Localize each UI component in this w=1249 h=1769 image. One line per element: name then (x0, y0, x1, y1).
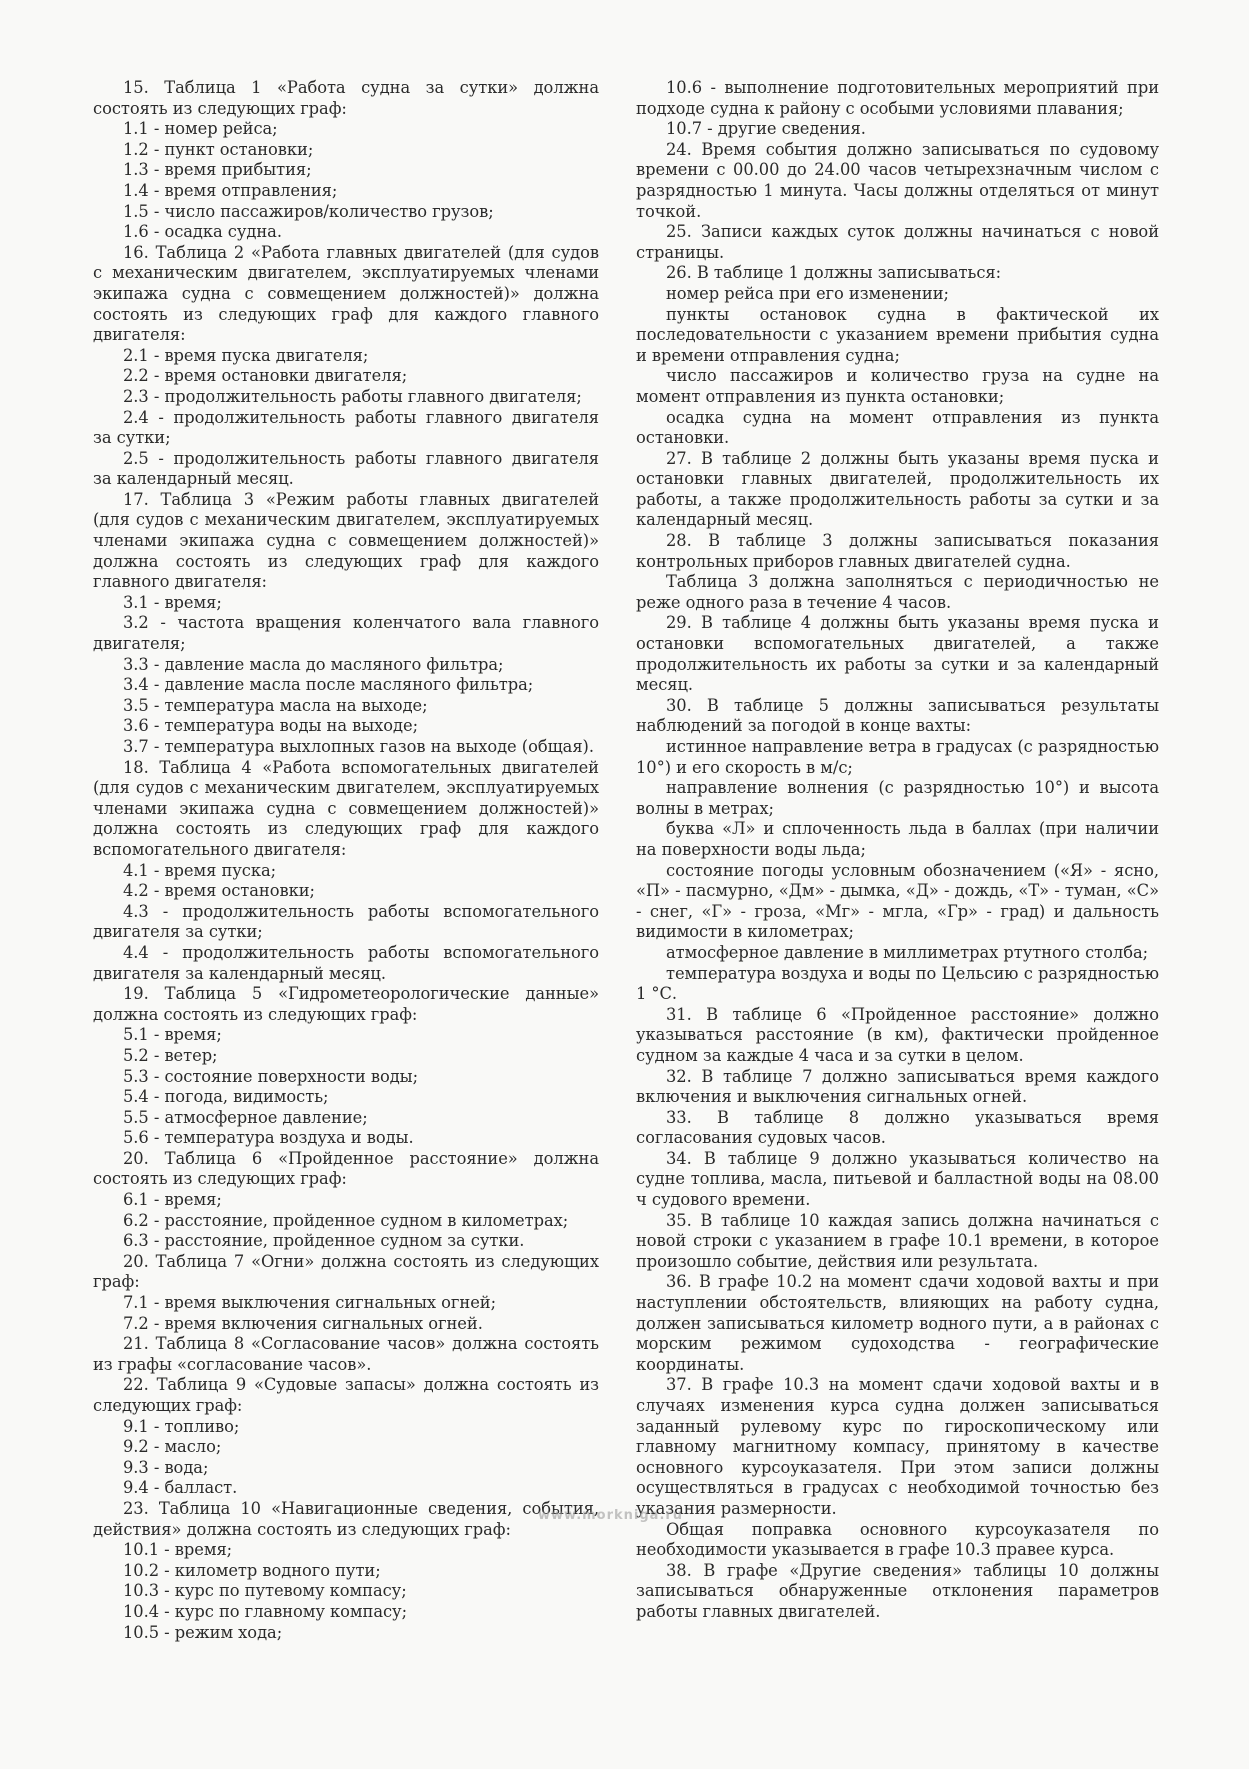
right-paragraph: истинное направление ветра в градусах (с разрядностью 10°) и его скорость в м/с; (636, 737, 1159, 777)
left-paragraph: 4.3 - продолжительность работы вспомогательного двигателя за сутки; (93, 901, 599, 942)
right-paragraph: осадка судна на момент отправления из пункта остановки. (636, 407, 1159, 448)
right-paragraph: 10.7 - другие сведения. (666, 119, 866, 139)
left-paragraph: 20. Таблица 7 «Огни» должна состоять из следующих граф: (93, 1251, 599, 1292)
right-paragraph: 36. В графе 10.2 на момент сдачи ходовой вахты и при наступлении обстоятельств, влияющих на работу судна, должен записываться километр водного пути, а в районах с морским режимом судоходства - географические координаты. (636, 1272, 1159, 1374)
left-paragraph: 1.6 - осадка судна. (123, 222, 282, 242)
right-paragraph: 27. В таблице 2 должны быть указаны время пуска и остановки главных двигателей, продолжительность их работы, а также продолжительность работы за сутки и за календарный месяц. (636, 448, 1159, 530)
right-paragraph: 30. В таблице 5 должны записываться результаты наблюдений за погодой в конце вахты: (636, 695, 1159, 736)
left-paragraph: 1.4 - время отправления; (123, 180, 338, 200)
right-paragraph: 34. В таблице 9 должно указываться количество на судне топлива, масла, питьевой и балластной воды на 08.00 ч судового времени. (636, 1148, 1159, 1210)
right-paragraph: 38. В графе «Другие сведения» таблицы 10 должны записываться обнаруженные отклонения параметров работы главных двигателей. (636, 1560, 1159, 1621)
left-paragraph: 4.4 - продолжительность работы вспомогательного двигателя за календарный месяц. (93, 942, 599, 983)
left-paragraph: 3.6 - температура воды на выходе; (123, 716, 419, 736)
left-paragraph: 17. Таблица 3 «Режим работы главных двигателей (для судов с механическим двигателем, эксплуатируемых членами экипажа судна с совмещением должностей)» должна состоять из следующих граф для каждого главного двигателя: (93, 489, 599, 592)
left-paragraph: 5.1 - время; (123, 1025, 222, 1045)
left-paragraph: 5.2 - ветер; (123, 1045, 218, 1065)
left-paragraph: 2.1 - время пуска двигателя; (123, 345, 369, 365)
left-paragraph: 21. Таблица 8 «Согласование часов» должна состоять из графы «согласование часов». (93, 1334, 599, 1374)
left-paragraph: 5.4 - погода, видимость; (123, 1087, 329, 1107)
left-paragraph: 9.3 - вода; (123, 1457, 209, 1477)
right-paragraph: пункты остановок судна в фактической их последовательности с указанием времени прибытия судна и времени отправления судна; (636, 304, 1159, 365)
left-paragraph: 9.4 - балласт. (123, 1478, 238, 1498)
left-paragraph: 10.3 - курс по путевому компасу; (123, 1581, 407, 1601)
left-paragraph: 2.4 - продолжительность работы главного двигателя за сутки; (93, 407, 599, 448)
right-paragraph: 24. Время события должно записываться по судовому времени с 00.00 до 24.00 часов четырехзначным числом с разрядностью 1 минута. Часы должны отделяться от минут точкой. (636, 139, 1159, 221)
right-paragraph: число пассажиров и количество груза на судне на момент отправления из пункта остановки; (636, 366, 1159, 406)
left-paragraph: 18. Таблица 4 «Работа вспомогательных двигателей (для судов с механическим двигателем, эксплуатируемых членами экипажа судна с совмещением должностей)» должна состоять из следующих граф для каждого вспомогательного двигателя: (93, 757, 599, 859)
right-paragraph: буква «Л» и сплоченность льда в баллах (при наличии на поверхности воды льда; (636, 819, 1159, 859)
left-paragraph: 2.2 - время остановки двигателя; (123, 366, 408, 386)
right-paragraph: 25. Записи каждых суток должны начинаться с новой страницы. (636, 222, 1159, 262)
left-paragraph: 4.1 - время пуска; (123, 860, 277, 880)
right-paragraph: 32. В таблице 7 должно записываться время каждого включения и выключения сигнальных огней. (636, 1066, 1159, 1107)
right-paragraph: 26. В таблице 1 должны записываться: (666, 263, 1002, 283)
left-paragraph: 16. Таблица 2 «Работа главных двигателей (для судов с механическим двигателем, эксплуатируемых членами экипажа судна с совмещением должностей)» должна состоять из следующих граф для каждого главного двигателя: (93, 242, 599, 345)
left-column (93, 78, 599, 1643)
left-paragraph: 2.5 - продолжительность работы главного двигателя за календарный месяц. (93, 448, 599, 489)
watermark: www.morkniga.ru (538, 1508, 684, 1523)
right-paragraph: Таблица 3 должна заполняться с периодичностью не реже одного раза в течение 4 часов. (636, 572, 1159, 612)
left-paragraph: 5.5 - атмосферное давление; (123, 1107, 368, 1127)
left-paragraph: 9.1 - топливо; (123, 1416, 240, 1436)
left-paragraph: 7.1 - время выключения сигнальных огней; (123, 1293, 497, 1313)
left-paragraph: 3.5 - температура масла на выходе; (123, 695, 428, 715)
left-paragraph: 6.3 - расстояние, пройденное судном за сутки. (123, 1231, 525, 1251)
left-paragraph: 3.3 - давление масла до масляного фильтра; (123, 654, 504, 674)
right-paragraph: 37. В графе 10.3 на момент сдачи ходовой вахты и в случаях изменения курса судна должен записываться заданный рулевому курс по гироскопическому или главному магнитному компасу, принятому в качестве основного курсоуказателя. При этом записи должны осуществляться в градусах с необходимой точностью без указания размерности. (636, 1375, 1159, 1518)
left-paragraph: 5.6 - температура воздуха и воды. (123, 1128, 414, 1148)
left-paragraph: 9.2 - масло; (123, 1437, 222, 1457)
right-paragraph: 28. В таблице 3 должны записываться показания контрольных приборов главных двигателей судна. (636, 531, 1159, 571)
right-paragraph: 33. В таблице 8 должно указываться время согласования судовых часов. (636, 1107, 1159, 1148)
left-paragraph: 22. Таблица 9 «Судовые запасы» должна состоять из следующих граф: (93, 1375, 599, 1415)
left-paragraph: 1.5 - число пассажиров/количество грузов; (123, 201, 494, 221)
left-paragraph: 1.1 - номер рейса; (123, 119, 278, 139)
left-paragraph: 7.2 - время включения сигнальных огней. (123, 1313, 483, 1333)
right-paragraph: Общая поправка основного курсоуказателя по необходимости указывается в графе 10.3 правее курса. (636, 1519, 1159, 1560)
right-paragraph: 29. В таблице 4 должны быть указаны время пуска и остановки вспомогательных двигателей, а также продолжительность их работы за сутки и за календарный месяц. (636, 613, 1159, 695)
right-paragraph: 35. В таблице 10 каждая запись должна начинаться с новой строки с указанием в графе 10.1 времени, в которое произошло событие, действия или результата. (636, 1210, 1159, 1271)
left-paragraph: 3.2 - частота вращения коленчатого вала главного двигателя; (93, 613, 599, 654)
left-paragraph: 19. Таблица 5 «Гидрометеорологические данные» должна состоять из следующих граф: (93, 984, 599, 1024)
left-paragraph: 3.7 - температура выхлопных газов на выходе (общая). (123, 737, 594, 756)
left-paragraph: 23. Таблица 10 «Навигационные сведения, события, действия» должна состоять из следующих граф: (93, 1498, 599, 1539)
left-paragraph: 10.2 - километр водного пути; (123, 1560, 381, 1580)
right-paragraph: температура воздуха и воды по Цельсию с разрядностью 1 °С. (636, 963, 1159, 1004)
left-paragraph: 1.2 - пункт остановки; (123, 139, 314, 159)
right-paragraph: 10.6 - выполнение подготовительных мероприятий при подходе судна к району с особыми условиями плавания; (636, 78, 1159, 118)
right-paragraph: атмосферное давление в миллиметрах ртутного столба; (666, 942, 1149, 962)
right-paragraph: направление волнения (с разрядностью 10°) и высота волны в метрах; (636, 778, 1159, 818)
left-paragraph: 2.3 - продолжительность работы главного двигателя; (123, 386, 582, 406)
left-paragraph: 6.1 - время; (123, 1190, 222, 1210)
right-paragraph: номер рейса при его изменении; (666, 283, 949, 303)
left-paragraph: 20. Таблица 6 «Пройденное расстояние» должна состоять из следующих граф: (93, 1148, 599, 1189)
left-paragraph: 10.1 - время; (123, 1540, 233, 1560)
right-paragraph: состояние погоды условным обозначением («Я» - ясно, «П» - пасмурно, «Дм» - дымка, «Д» - дождь, «Т» - туман, «С» - снег, «Г» - гроза, «Мг» - мгла, «Гр» - град) и дальность видимости в километрах; (636, 860, 1159, 942)
left-paragraph: 4.2 - время остановки; (123, 881, 315, 901)
right-column (636, 78, 1159, 1623)
left-paragraph: 3.4 - давление масла после масляного фильтра; (123, 675, 534, 695)
left-paragraph: 5.3 - состояние поверхности воды; (123, 1066, 419, 1086)
left-paragraph: 3.1 - время; (123, 592, 222, 612)
right-paragraph: 31. В таблице 6 «Пройденное расстояние» должно указываться расстояние (в км), фактически пройденное судном за каждые 4 часа и за сутки в целом. (636, 1004, 1159, 1065)
left-paragraph: 1.3 - время прибытия; (123, 160, 312, 180)
left-paragraph: 10.4 - курс по главному компасу; (123, 1601, 408, 1621)
left-paragraph: 15. Таблица 1 «Работа судна за сутки» должна состоять из следующих граф: (93, 78, 599, 118)
left-paragraph: 6.2 - расстояние, пройденное судном в километрах; (123, 1210, 569, 1230)
left-paragraph: 10.5 - режим хода; (123, 1622, 283, 1642)
